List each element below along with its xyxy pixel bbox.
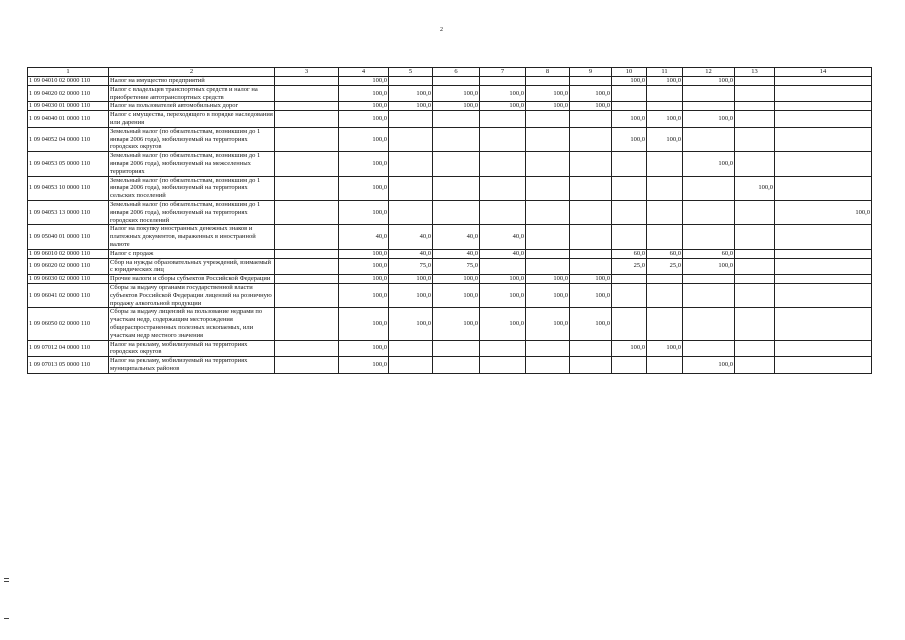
percentage-cell — [735, 77, 775, 86]
percentage-cell — [275, 77, 339, 86]
percentage-cell — [612, 102, 647, 111]
percentage-cell — [612, 152, 647, 176]
percentage-cell — [275, 340, 339, 357]
percentage-cell — [275, 200, 339, 224]
percentage-cell: 100,0 — [389, 308, 433, 340]
percentage-cell: 100,0 — [433, 308, 480, 340]
column-header: 11 — [647, 68, 683, 77]
percentage-cell: 100,0 — [339, 275, 389, 284]
percentage-cell: 100,0 — [480, 85, 526, 102]
column-header: 3 — [275, 68, 339, 77]
percentage-cell — [775, 102, 872, 111]
budget-classification-code: 1 09 06010 02 0000 110 — [28, 249, 109, 258]
percentage-cell: 100,0 — [389, 283, 433, 307]
percentage-cell — [735, 102, 775, 111]
table-row — [28, 249, 872, 258]
percentage-cell: 100,0 — [570, 308, 612, 340]
percentage-cell: 100,0 — [339, 308, 389, 340]
percentage-cell: 100,0 — [339, 152, 389, 176]
percentage-cell: 100,0 — [526, 85, 570, 102]
percentage-cell — [570, 357, 612, 374]
budget-classification-code: 1 09 04030 01 0000 110 — [28, 102, 109, 111]
budget-classification-code: 1 09 04053 05 0000 110 — [28, 152, 109, 176]
budget-classification-code: 1 09 06030 02 0000 110 — [28, 275, 109, 284]
revenue-name: Земельный налог (по обязательствам, возникшим до 1 января 2006 года), мобилизуемый на территориях сельских поселений — [109, 176, 275, 200]
percentage-cell — [775, 176, 872, 200]
percentage-cell — [683, 102, 735, 111]
percentage-cell — [433, 357, 480, 374]
percentage-cell — [647, 200, 683, 224]
percentage-cell: 60,0 — [683, 249, 735, 258]
percentage-cell — [647, 176, 683, 200]
percentage-cell — [775, 283, 872, 307]
budget-classification-code: 1 09 06041 02 0000 110 — [28, 283, 109, 307]
revenue-name: Налог на имущество предприятий — [109, 77, 275, 86]
percentage-cell: 25,0 — [647, 258, 683, 275]
percentage-cell — [480, 357, 526, 374]
revenue-name: Сборы за выдачу органами государственной власти субъектов Российской Федерации лицензий на розничную продажу алкогольной продукции — [109, 283, 275, 307]
percentage-cell — [612, 176, 647, 200]
percentage-cell — [275, 225, 339, 249]
budget-classification-code: 1 09 04053 13 0000 110 — [28, 200, 109, 224]
percentage-cell — [775, 111, 872, 128]
margin-mark — [4, 618, 9, 619]
percentage-cell — [389, 176, 433, 200]
percentage-cell — [775, 77, 872, 86]
percentage-cell — [683, 340, 735, 357]
column-header: 9 — [570, 68, 612, 77]
percentage-cell: 100,0 — [526, 308, 570, 340]
revenue-name: Налог с продаж — [109, 249, 275, 258]
table-row — [28, 176, 872, 200]
percentage-cell — [480, 111, 526, 128]
percentage-cell — [480, 340, 526, 357]
column-header: 8 — [526, 68, 570, 77]
percentage-cell: 100,0 — [339, 340, 389, 357]
percentage-cell — [275, 102, 339, 111]
percentage-cell: 40,0 — [339, 225, 389, 249]
percentage-cell — [612, 275, 647, 284]
table-row — [28, 102, 872, 111]
percentage-cell — [526, 258, 570, 275]
percentage-cell — [735, 249, 775, 258]
page-number: 2 — [440, 27, 443, 33]
revenue-name: Налог на рекламу, мобилизуемый на территориях муниципальных районов — [109, 357, 275, 374]
revenue-name: Земельный налог (по обязательствам, возникшим до 1 января 2006 года), мобилизуемый на территориях городских округов — [109, 127, 275, 151]
revenue-name: Сборы за выдачу лицензий на пользование недрами по участкам недр, содержащим месторождения общераспространенных полезных ископаемых, или участкам недр местного значения — [109, 308, 275, 340]
column-header: 12 — [683, 68, 735, 77]
percentage-cell — [275, 357, 339, 374]
percentage-cell — [480, 77, 526, 86]
percentage-cell — [683, 225, 735, 249]
percentage-cell — [433, 176, 480, 200]
percentage-cell — [683, 283, 735, 307]
percentage-cell: 40,0 — [480, 249, 526, 258]
percentage-cell: 100,0 — [433, 283, 480, 307]
margin-mark — [4, 581, 9, 582]
percentage-cell: 100,0 — [570, 102, 612, 111]
percentage-cell — [735, 357, 775, 374]
percentage-cell — [275, 258, 339, 275]
percentage-cell: 100,0 — [339, 85, 389, 102]
percentage-cell: 100,0 — [389, 85, 433, 102]
percentage-cell — [775, 357, 872, 374]
percentage-cell: 100,0 — [339, 176, 389, 200]
percentage-cell — [526, 127, 570, 151]
percentage-cell: 100,0 — [647, 340, 683, 357]
percentage-cell — [647, 102, 683, 111]
percentage-cell — [275, 111, 339, 128]
percentage-cell: 100,0 — [339, 357, 389, 374]
percentage-cell: 100,0 — [612, 127, 647, 151]
table-row — [28, 308, 872, 340]
revenue-name: Налог на покупку иностранных денежных знаков и платежных документов, выраженных в иностранной валюте — [109, 225, 275, 249]
percentage-cell — [526, 111, 570, 128]
revenue-name: Земельный налог (по обязательствам, возникшим до 1 января 2006 года), мобилизуемый на межселенных территориях — [109, 152, 275, 176]
percentage-cell — [570, 249, 612, 258]
revenue-name: Налог с имущества, переходящего в порядке наследования или дарения — [110, 111, 273, 126]
percentage-cell — [275, 308, 339, 340]
percentage-cell — [647, 152, 683, 176]
percentage-cell: 100,0 — [683, 258, 735, 275]
percentage-cell: 100,0 — [339, 127, 389, 151]
percentage-cell: 100,0 — [775, 200, 872, 224]
percentage-cell: 100,0 — [339, 200, 389, 224]
percentage-cell — [683, 176, 735, 200]
percentage-cell: 100,0 — [480, 308, 526, 340]
revenue-name: Налог с владельцев транспортных средств и налог на приобретение автотранспортных средств — [109, 85, 275, 102]
table-row — [28, 85, 872, 102]
percentage-cell: 100,0 — [526, 283, 570, 307]
percentage-cell: 100,0 — [433, 85, 480, 102]
percentage-cell: 100,0 — [570, 283, 612, 307]
percentage-cell — [570, 111, 612, 128]
column-header: 7 — [480, 68, 526, 77]
percentage-cell — [389, 111, 433, 128]
percentage-cell — [389, 77, 433, 86]
column-number-row — [28, 68, 872, 77]
table-row — [28, 357, 872, 374]
percentage-cell — [775, 340, 872, 357]
percentage-cell: 25,0 — [612, 258, 647, 275]
percentage-cell: 100,0 — [433, 275, 480, 284]
percentage-cell — [735, 200, 775, 224]
percentage-cell: 100,0 — [480, 102, 526, 111]
percentage-cell: 100,0 — [683, 111, 735, 128]
percentage-cell: 100,0 — [433, 102, 480, 111]
table-row — [28, 127, 872, 151]
margin-mark — [4, 578, 9, 579]
column-header: 13 — [735, 68, 775, 77]
percentage-cell — [612, 225, 647, 249]
percentage-cell — [683, 200, 735, 224]
percentage-cell — [275, 127, 339, 151]
budget-classification-code: 1 09 04053 10 0000 110 — [28, 176, 109, 200]
percentage-cell: 100,0 — [339, 111, 389, 128]
percentage-cell — [389, 200, 433, 224]
percentage-cell — [480, 200, 526, 224]
budget-classification-code: 1 09 05040 01 0000 110 — [28, 225, 109, 249]
percentage-cell: 100,0 — [612, 111, 647, 128]
percentage-cell — [775, 152, 872, 176]
percentage-cell — [683, 308, 735, 340]
percentage-cell: 100,0 — [647, 127, 683, 151]
percentage-cell: 40,0 — [389, 249, 433, 258]
percentage-cell: 100,0 — [339, 258, 389, 275]
percentage-cell: 100,0 — [612, 77, 647, 86]
percentage-cell — [275, 85, 339, 102]
percentage-cell — [389, 357, 433, 374]
percentage-cell — [480, 127, 526, 151]
percentage-cell: 100,0 — [339, 283, 389, 307]
column-header: 2 — [109, 68, 275, 77]
percentage-cell: 100,0 — [647, 111, 683, 128]
percentage-cell — [735, 85, 775, 102]
percentage-cell — [612, 308, 647, 340]
percentage-cell — [570, 200, 612, 224]
percentage-cell: 100,0 — [526, 102, 570, 111]
percentage-cell: 100,0 — [480, 275, 526, 284]
percentage-cell — [433, 127, 480, 151]
percentage-cell — [612, 357, 647, 374]
percentage-cell — [735, 225, 775, 249]
revenue-name: Сбор на нужды образовательных учреждений, взимаемый с юридических лиц — [109, 258, 275, 275]
percentage-cell — [570, 225, 612, 249]
percentage-cell — [526, 340, 570, 357]
budget-classification-code: 1 09 04010 02 0000 110 — [28, 77, 109, 86]
revenue-name: Земельный налог (по обязательствам, возникшим до 1 января 2006 года), мобилизуемый на территориях городских поселений — [109, 200, 275, 224]
percentage-cell — [647, 283, 683, 307]
budget-classification-code: 1 09 07012 04 0000 110 — [28, 340, 109, 357]
percentage-cell: 100,0 — [570, 275, 612, 284]
budget-classification-code: 1 09 04020 02 0000 110 — [28, 85, 109, 102]
table-row — [28, 283, 872, 307]
percentage-cell — [683, 275, 735, 284]
percentage-cell — [735, 258, 775, 275]
percentage-cell: 60,0 — [612, 249, 647, 258]
percentage-cell — [480, 152, 526, 176]
percentage-cell — [275, 249, 339, 258]
percentage-cell: 100,0 — [339, 102, 389, 111]
percentage-cell — [647, 308, 683, 340]
percentage-cell: 100,0 — [339, 249, 389, 258]
percentage-cell — [570, 258, 612, 275]
column-header: 4 — [339, 68, 389, 77]
percentage-cell — [735, 111, 775, 128]
column-header: 6 — [433, 68, 480, 77]
percentage-cell — [612, 200, 647, 224]
percentage-cell — [433, 152, 480, 176]
percentage-cell — [526, 77, 570, 86]
table-row — [28, 77, 872, 86]
percentage-cell — [647, 357, 683, 374]
percentage-cell — [480, 258, 526, 275]
table-row — [28, 152, 872, 176]
percentage-cell: 100,0 — [683, 77, 735, 86]
percentage-cell: 75,0 — [389, 258, 433, 275]
percentage-cell — [526, 152, 570, 176]
percentage-cell: 75,0 — [433, 258, 480, 275]
percentage-cell — [570, 127, 612, 151]
percentage-cell — [683, 127, 735, 151]
percentage-cell — [735, 275, 775, 284]
percentage-cell — [735, 152, 775, 176]
percentage-cell — [526, 225, 570, 249]
percentage-cell — [389, 340, 433, 357]
percentage-cell: 100,0 — [612, 340, 647, 357]
column-header: 1 — [28, 68, 109, 77]
percentage-cell — [647, 85, 683, 102]
percentage-cell — [433, 111, 480, 128]
percentage-cell — [526, 357, 570, 374]
percentage-cell: 100,0 — [389, 102, 433, 111]
column-header: 14 — [775, 68, 872, 77]
percentage-cell: 100,0 — [339, 77, 389, 86]
percentage-cell — [275, 283, 339, 307]
budget-classification-code: 1 09 07013 05 0000 110 — [28, 357, 109, 374]
percentage-cell — [647, 275, 683, 284]
percentage-cell: 40,0 — [389, 225, 433, 249]
percentage-cell — [275, 275, 339, 284]
percentage-cell — [735, 127, 775, 151]
percentage-cell — [526, 249, 570, 258]
budget-classification-code: 1 09 04052 04 0000 110 — [28, 127, 109, 151]
percentage-cell — [433, 340, 480, 357]
percentage-cell: 60,0 — [647, 249, 683, 258]
percentage-cell — [775, 249, 872, 258]
percentage-cell: 100,0 — [570, 85, 612, 102]
percentage-cell — [612, 85, 647, 102]
percentage-cell — [570, 176, 612, 200]
percentage-cell: 100,0 — [389, 275, 433, 284]
table-row — [28, 275, 872, 284]
budget-classification-code: 1 09 06050 02 0000 110 — [28, 308, 109, 340]
percentage-cell — [612, 283, 647, 307]
percentage-cell — [275, 152, 339, 176]
percentage-cell: 40,0 — [480, 225, 526, 249]
column-header: 10 — [612, 68, 647, 77]
table-row — [28, 340, 872, 357]
percentage-cell — [647, 225, 683, 249]
percentage-cell — [526, 200, 570, 224]
percentage-cell — [735, 308, 775, 340]
percentage-cell — [735, 340, 775, 357]
percentage-cell — [433, 77, 480, 86]
percentage-cell: 100,0 — [735, 176, 775, 200]
percentage-cell — [570, 77, 612, 86]
percentage-cell — [526, 176, 570, 200]
percentage-cell — [389, 152, 433, 176]
revenue-name: Налог на рекламу, мобилизуемый на территориях городских округов — [109, 340, 275, 357]
table-row — [28, 200, 872, 224]
percentage-cell — [570, 152, 612, 176]
table-row — [28, 225, 872, 249]
revenue-distribution-table — [27, 67, 872, 374]
percentage-cell: 100,0 — [683, 152, 735, 176]
percentage-cell: 100,0 — [526, 275, 570, 284]
percentage-cell — [775, 225, 872, 249]
percentage-cell — [775, 275, 872, 284]
percentage-cell — [570, 340, 612, 357]
table-row — [28, 111, 872, 128]
percentage-cell: 100,0 — [683, 357, 735, 374]
percentage-cell — [735, 283, 775, 307]
percentage-cell: 40,0 — [433, 249, 480, 258]
percentage-cell — [433, 200, 480, 224]
budget-classification-code: 1 09 06020 02 0000 110 — [28, 258, 109, 275]
revenue-name: Налог на пользователей автомобильных дорог — [109, 102, 275, 111]
percentage-cell: 40,0 — [433, 225, 480, 249]
percentage-cell — [775, 85, 872, 102]
column-header: 5 — [389, 68, 433, 77]
table-row — [28, 258, 872, 275]
percentage-cell — [275, 176, 339, 200]
percentage-cell — [775, 127, 872, 151]
budget-classification-code: 1 09 04040 01 0000 110 — [28, 111, 109, 128]
percentage-cell — [480, 176, 526, 200]
percentage-cell: 100,0 — [647, 77, 683, 86]
revenue-name: Прочие налоги и сборы субъектов Российской Федерации — [109, 275, 275, 284]
percentage-cell — [775, 258, 872, 275]
percentage-cell — [389, 127, 433, 151]
percentage-cell — [683, 85, 735, 102]
percentage-cell — [775, 308, 872, 340]
percentage-cell: 100,0 — [480, 283, 526, 307]
